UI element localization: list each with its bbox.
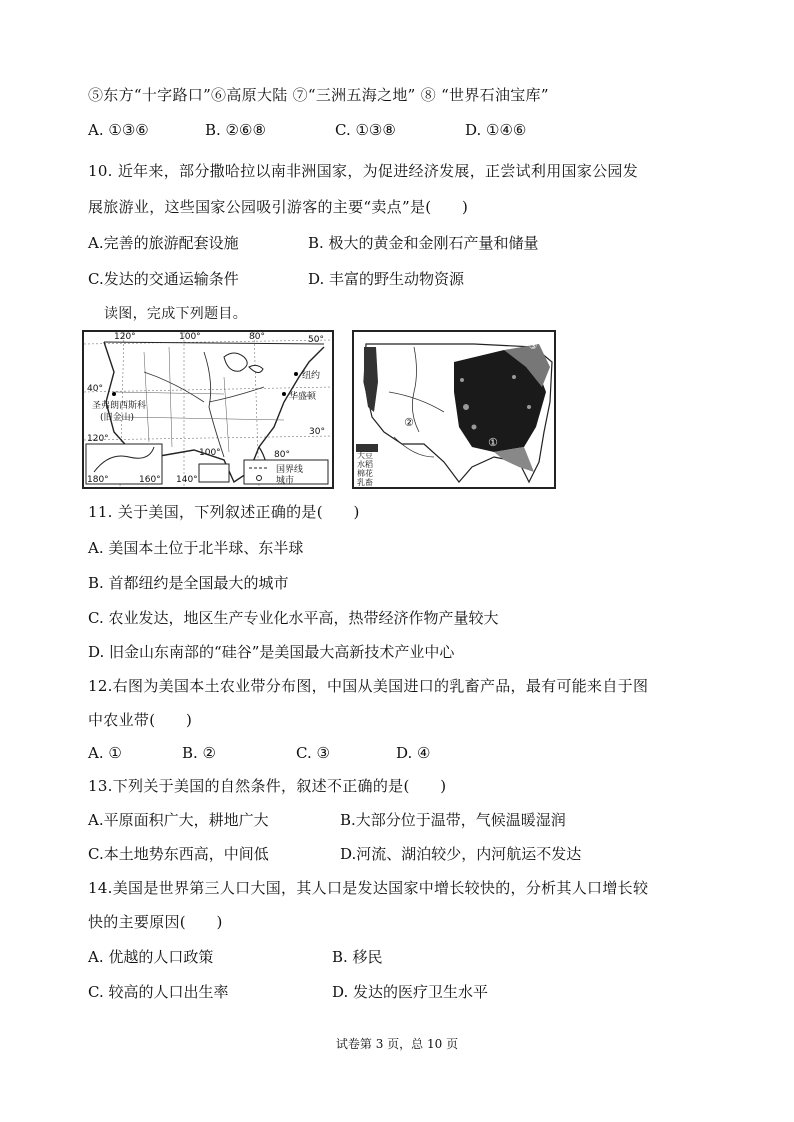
q11-stem: 11. 关于美国，下列叙述正确的是( ) bbox=[88, 503, 360, 521]
region-label-4: ④ bbox=[530, 442, 539, 452]
q13-stem: 13.下列关于美国的自然条件，叙述不正确的是( ) bbox=[88, 777, 447, 795]
q9-option-d[interactable]: D. ①④⑥ bbox=[465, 121, 527, 139]
lat-label-40: 40° bbox=[87, 384, 103, 394]
q10-option-a[interactable]: A.完善的旅游配套设施 bbox=[88, 234, 239, 252]
legend-dairy: 乳畜 bbox=[357, 478, 373, 487]
q11-option-c[interactable]: C. 农业发达，地区生产专业化水平高，热带经济作物产量较大 bbox=[88, 609, 499, 627]
q14-stem-line2: 快的主要原因( ) bbox=[88, 913, 223, 931]
q12-stem-line1: 12.右图为美国本土农业带分布图，中国从美国进口的乳畜产品，最有可能来自于图 bbox=[88, 677, 649, 695]
q13-option-d[interactable]: D.河流、湖泊较少，内河航运不发达 bbox=[340, 845, 582, 863]
usa-agriculture-map bbox=[352, 330, 556, 489]
lon-label-80: 80° bbox=[249, 332, 265, 342]
lat-label-120-inset: 120° bbox=[87, 434, 109, 444]
washington-label: 华盛顿 bbox=[289, 392, 317, 402]
region-label-3: ③ bbox=[529, 342, 538, 352]
q10-option-d[interactable]: D. 丰富的野生动物资源 bbox=[308, 270, 465, 288]
q13-option-a[interactable]: A.平原面积广大，耕地广大 bbox=[88, 811, 269, 829]
q14-stem-line1: 14.美国是世界第三人口大国，其人口是发达国家中增长较快的，分析其人口增长较 bbox=[88, 879, 649, 897]
q11-option-d[interactable]: D. 旧金山东南部的“硅谷”是美国最大高新技术产业中心 bbox=[88, 643, 455, 661]
legend-border-label: 国界线 bbox=[276, 465, 304, 475]
q10-option-b[interactable]: B. 极大的黄金和金刚石产量和储量 bbox=[308, 234, 539, 252]
q12-option-b[interactable]: B. ② bbox=[182, 744, 217, 762]
q12-option-c[interactable]: C. ③ bbox=[296, 744, 330, 762]
q14-option-a[interactable]: A. 优越的人口政策 bbox=[88, 948, 214, 966]
q10-stem-line1: 10. 近年来，部分撒哈拉以南非洲国家，为促进经济发展，正尝试利用国家公园发 bbox=[88, 162, 639, 180]
q14-option-b[interactable]: B. 移民 bbox=[332, 948, 383, 966]
lat-label-50: 50° bbox=[308, 335, 324, 345]
lon-label-180: 180° bbox=[87, 475, 109, 485]
page-footer: 试卷第 3 页，总 10 页 bbox=[335, 1037, 459, 1051]
q13-option-b[interactable]: B.大部分位于温带，气候温暖湿润 bbox=[340, 811, 566, 829]
legend-cotton: 棉花 bbox=[357, 469, 373, 478]
legend-city-label: 城市 bbox=[276, 476, 295, 486]
q9-option-c[interactable]: C. ①③⑧ bbox=[335, 121, 396, 139]
san-francisco-label: 圣弗朗西斯科 bbox=[92, 401, 147, 411]
agri-map-svg bbox=[354, 332, 554, 487]
inset-lon-100: 100° bbox=[199, 448, 221, 458]
q10-option-c[interactable]: C.发达的交通运输条件 bbox=[88, 270, 239, 288]
q11-option-b[interactable]: B. 首都纽约是全国最大的城市 bbox=[88, 574, 289, 592]
lat-label-30: 30° bbox=[309, 427, 325, 437]
q12-option-a[interactable]: A. ① bbox=[88, 744, 122, 762]
lon-label-100: 100° bbox=[179, 332, 201, 342]
legend-rice: 水稻 bbox=[357, 460, 373, 469]
region-label-1: ① bbox=[488, 436, 498, 449]
lon-label-140: 140° bbox=[176, 475, 198, 485]
q9-option-b[interactable]: B. ②⑥⑧ bbox=[205, 121, 266, 139]
new-york-label: 纽约 bbox=[302, 371, 321, 381]
inset-lon-80: 80° bbox=[274, 450, 290, 460]
q9-option-a[interactable]: A. ①③⑥ bbox=[88, 121, 149, 139]
region-label-2: ② bbox=[404, 416, 414, 429]
q14-option-c[interactable]: C. 较高的人口出生率 bbox=[88, 983, 229, 1001]
q11-option-a[interactable]: A. 美国本土位于北半球、东半球 bbox=[88, 539, 304, 557]
q14-option-d[interactable]: D. 发达的医疗卫生水平 bbox=[332, 983, 489, 1001]
lon-label-160: 160° bbox=[139, 475, 161, 485]
q9-items: ⑤东方“十字路口”⑥高原大陆 ⑦“三洲五海之地” ⑧ “世界石油宝库” bbox=[88, 86, 549, 104]
san-francisco-alt-label: (旧金山) bbox=[100, 413, 135, 423]
usa-political-map bbox=[82, 330, 334, 489]
q12-option-d[interactable]: D. ④ bbox=[396, 744, 431, 762]
q10-stem-line2: 展旅游业，这些国家公园吸引游客的主要“卖点”是( ) bbox=[88, 198, 469, 216]
q13-option-c[interactable]: C.本土地势东西高，中间低 bbox=[88, 845, 269, 863]
read-map-instruction: 读图，完成下列题目。 bbox=[104, 306, 247, 322]
q12-stem-line2: 中农业带( ) bbox=[88, 711, 193, 729]
lon-label-120: 120° bbox=[114, 332, 136, 342]
legend-soybean: 大豆 bbox=[357, 451, 373, 460]
